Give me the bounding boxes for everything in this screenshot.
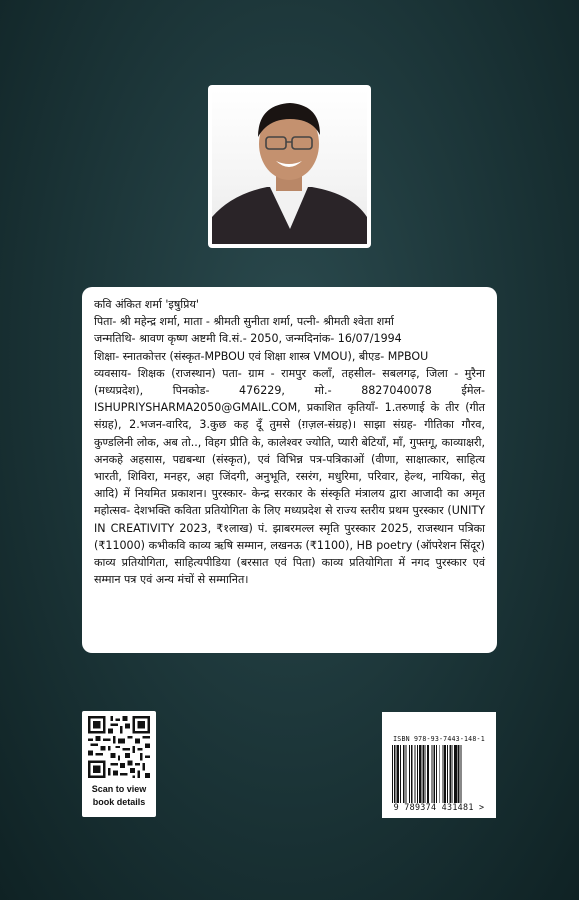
bio-line-name: कवि अंकित शर्मा 'इषुप्रिय' [94, 298, 199, 311]
bio-line-birth: जन्मतिथि- श्रावण कृष्ण अष्टमी वि.सं.- 2050, जन्मदिनांक- 16/07/1994 [94, 332, 402, 346]
isbn-barcode-card [382, 712, 496, 818]
isbn-label: ISBN 978-93-7443-148-1 [393, 735, 485, 743]
qr-caption-line1: Scan to view [91, 784, 147, 794]
author-photo [212, 89, 367, 244]
author-photo-frame [208, 85, 371, 248]
bio-line-parents: पिता- श्री महेन्द्र शर्मा, माता - श्रीमती सुनीता शर्मा, पत्नी- श्रीमती श्वेता शर्मा [94, 315, 394, 329]
qr-caption-line2: book details [92, 797, 146, 807]
qr-code-icon[interactable] [88, 716, 150, 778]
qr-caption [82, 783, 156, 809]
bio-paragraph: व्यवसाय- शिक्षक (राजस्थान) पता- ग्राम - रामपुर कलाँ, तहसील- सबलगढ़, जिला - मुरैना (मध्यप्रदेश), पिनकोड- 476229, मो.- 8827040078 ईमेल- ISHUPRIYSHARMA2050@GMAIL.COM, प्रकाशित कृतियाँ- 1.तरुणाई के तीर (गीत संग्रह), 2.भजन-वारिद, 3.कुछ कह दूँ तुमसे (ग़ज़ल-संग्रह)। साझा संग्रह- गीतिका गौरव, कुण्डलिनी लोक, अब तो.., विहग प्रीति के, कालेश्वर ज्योति, प्यारी बेटियाँ, माँ, गुफ्तगू, काव्याक्षरी, अनकहे अहसास, पद्यबन्धा (संस्कृत), एवं विभिन्न पत्र-पत्रिकाओं (वीणा, साक्षात्कार, साहित्य भारती, शिविरा, मनहर, अहा जिंदगी, अनुभूति, रसरंग, मधुरिमा, परिवार, हेल्थ, नायिका, सेतु आदि) में नियमित प्रकाशन। पुरस्कार- केन्द्र सरकार के संस्कृति मंत्रालय द्वारा आजादी का अमृत महोत्सव- देशभक्ति कविता प्रतियोगिता के लिए मध्यप्रदेश से राज्य स्तरीय प्रथम पुरस्कार (UNITY IN CREATIVITY 2023, ₹१लाख) पं. झाबरमल्ल स्मृति पुरस्कार 2025, राजस्थान पत्रिका (₹11000) कभीकवि काव्य ऋषि सम्मान, लखनऊ (₹1100), HB poetry (ऑपरेशन सिंदूर) काव्य प्रतियोगिता, साहित्यपीडिया (बरसात एवं पिता) काव्य प्रतियोगिता में नगद पुरस्कार एवं सम्मान पत्र एवं अन्य मंचों से सम्मानित। [94, 366, 485, 587]
barcode-icon [392, 745, 488, 803]
qr-code-card[interactable] [82, 711, 156, 817]
author-bio-panel [82, 287, 497, 653]
bio-line-education: शिक्षा- स्नातकोत्तर (संस्कृत-MPBOU एवं शिक्षा शास्त्र VMOU), बीएड- MPBOU [94, 349, 429, 363]
barcode-digits: 9 789374 431481 > [393, 802, 485, 812]
